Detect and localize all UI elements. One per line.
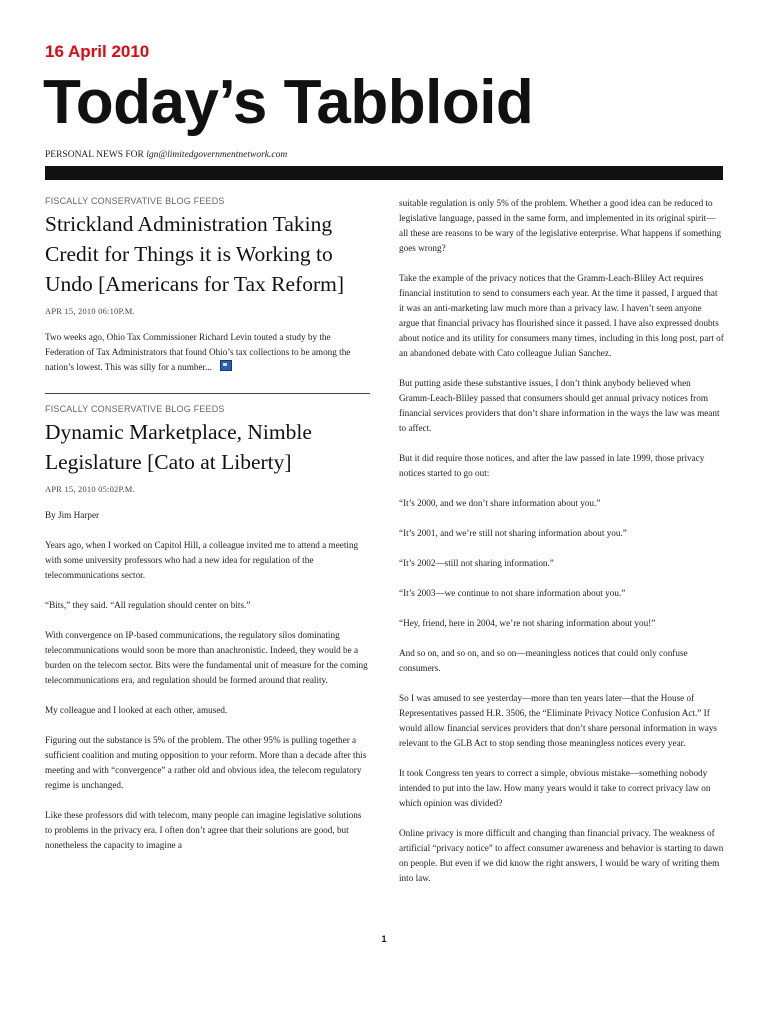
article-card xyxy=(45,404,370,853)
masthead-title: Today’s Tabbloid xyxy=(43,68,534,137)
article-paragraph: With convergence on IP-based communications, the regulatory silos dominating telecommunications would soon be more than anachronistic. Indeed, they would be a burden on the telecom sector. Bits were the fundamental unit of measure for the coming telecommunications era, and regulation should be formed around that reality. xyxy=(45,630,368,685)
article-paragraph: It took Congress ten years to correct a simple, obvious mistake—something nobody intended to put into the law. How many years would it take to correct privacy law on which opinion was divided? xyxy=(399,768,711,808)
article-byline: By Jim Harper xyxy=(45,510,100,520)
article-paragraph: But it did require those notices, and after the law passed in late 1999, those privacy notices started to go out: xyxy=(399,453,705,478)
article-paragraph: Figuring out the substance is 5% of the problem. The other 95% is pulling together a sufficient coalition and muting opposition to your reform. More than a decade after this meeting and with “convergence” a rather old and obvious idea, the telecom regulatory regime is unchanged. xyxy=(45,735,367,790)
article-quote: “Hey, friend, here in 2004, we’re not sharing information about you!” xyxy=(399,618,656,628)
masthead-rule xyxy=(45,166,723,180)
feed-link-icon[interactable] xyxy=(220,360,232,371)
article-quote: “It’s 2002—still not sharing information.” xyxy=(399,558,554,568)
article-quote: “It’s 2000, and we don’t share information about you.” xyxy=(399,498,601,508)
article-divider xyxy=(45,393,370,394)
article-headline[interactable]: Strickland Administration Taking Credit for Things it is Working to Undo [Americans for Tax Reform] xyxy=(45,212,345,296)
right-column xyxy=(399,196,724,901)
feed-label: FISCALLY CONSERVATIVE BLOG FEEDS xyxy=(45,404,225,414)
feed-label: FISCALLY CONSERVATIVE BLOG FEEDS xyxy=(45,196,225,206)
article-paragraph: Years ago, when I worked on Capitol Hill, a colleague invited me to attend a meeting with some university professors who had a new idea for regulation of the telecommunications sector. xyxy=(45,540,359,580)
article-headline[interactable]: Dynamic Marketplace, Nimble Legislature [Cato at Liberty] xyxy=(45,420,312,474)
issue-date: 16 April 2010 xyxy=(45,42,150,61)
personal-prefix: PERSONAL NEWS FOR xyxy=(45,150,144,160)
article-quote: “It’s 2001, and we’re still not sharing information about you.” xyxy=(399,528,627,538)
article-paragraph: Online privacy is more difficult and changing than financial privacy. The weakness of artificial “privacy notice” to affect consumer awareness and behavior is starting to dawn on people. But even if we did know the right answers, I would be wary of writing them into law. xyxy=(399,828,724,883)
article-paragraph: But putting aside these substantive issues, I don’t think anybody believed when Gramm-Leach-Bliley passed that consumers should get annual privacy notices from financial services providers that don’t share information in the ways the law was meant to affect. xyxy=(399,378,720,433)
personal-news-line xyxy=(45,150,287,160)
article-paragraph: So I was amused to see yesterday—more than ten years later—that the House of Representatives passed H.R. 3506, the “Eliminate Privacy Notice Confusion Act.” If would allow financial services providers that don’t share personal information in ways relevant to the GLB Act to stop sending those meaningless notices every year. xyxy=(399,693,717,748)
article-dateline: APR 15, 2010 05:02P.M. xyxy=(45,484,135,494)
article-paragraph: My colleague and I looked at each other, amused. xyxy=(45,705,228,715)
page-number: 1 xyxy=(381,934,387,944)
article-quote: “It’s 2003—we continue to not share information about you.” xyxy=(399,588,626,598)
article-paragraph: suitable regulation is only 5% of the problem. Whether a good idea can be reduced to legislative language, passed in the same form, and implemented in its original spirit—all these are reasons to be wary of the legislative enterprise. What happens if something goes wrong? xyxy=(399,198,722,253)
article-dateline: APR 15, 2010 06:10P.M. xyxy=(45,306,135,316)
article-paragraph: Like these professors did with telecom, many people can imagine legislative solutions to problems in the privacy era. I often don’t agree that their solutions are good, but nonetheless the capacity to imagine a xyxy=(45,810,362,850)
article-card xyxy=(45,196,370,375)
article-paragraph: And so on, and so on, and so on—meaningless notices that could only confuse consumers. xyxy=(399,648,688,673)
article-paragraph: Take the example of the privacy notices that the Gramm-Leach-Bliley Act requires financial institution to send to consumers each year. At the time it passed, I argued that it was an anti-marketing law much more than a privacy law. I haven’t seen anyone argue that financial privacy has flourished since it passed. I have also expressed doubts about notice and its utility for consumers many times, including in this long post, part of an abandoned debate with Cato colleague Julian Sanchez. xyxy=(399,273,724,358)
recipient-email[interactable]: lgn@limitedgovernmentnetwork.com xyxy=(146,150,288,160)
article-paragraph: Two weeks ago, Ohio Tax Commissioner Richard Levin touted a study by the Federation of Tax Administrators that found Ohio’s tax collections to be among the nation’s lowest. This was silly for a number... xyxy=(45,332,351,372)
left-column xyxy=(45,196,370,868)
article-paragraph: “Bits,” they said. “All regulation should center on bits.” xyxy=(45,600,251,610)
